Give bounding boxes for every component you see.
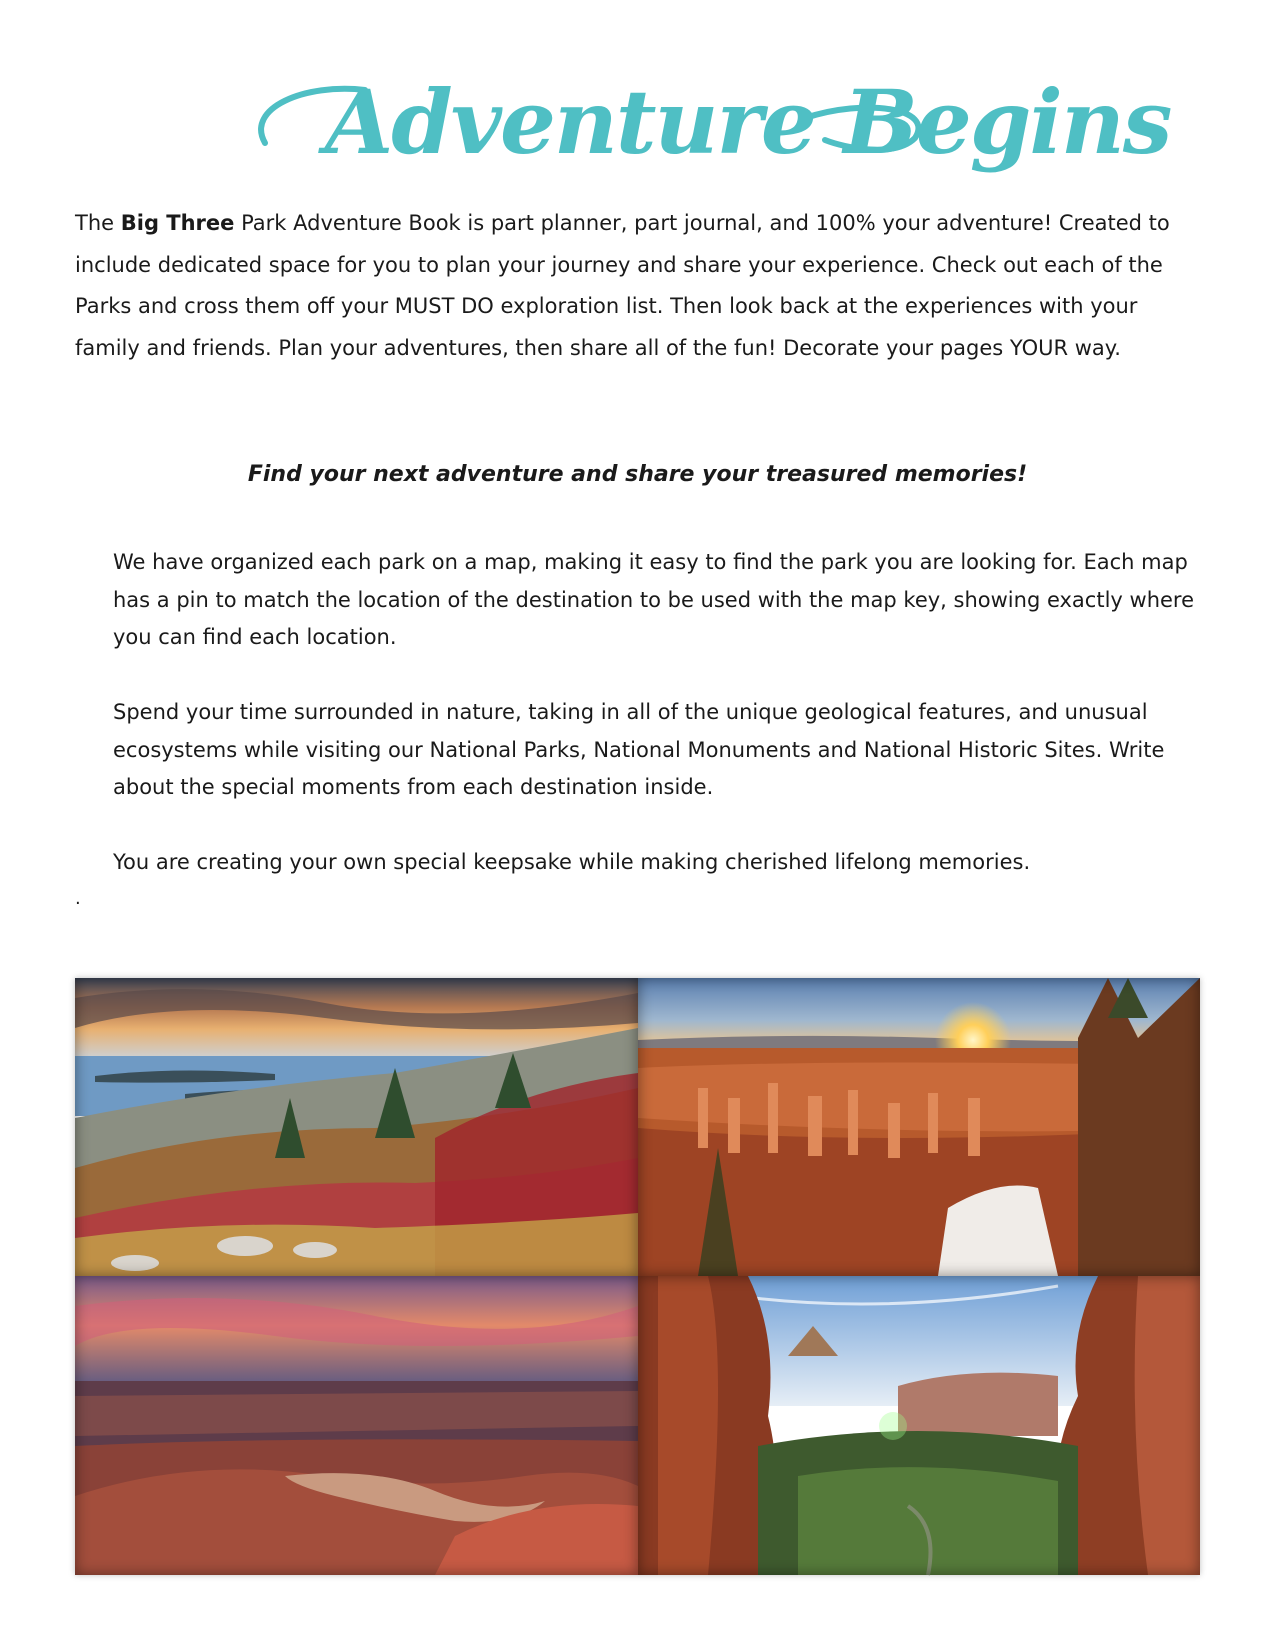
page-title: Adventure Begins [325, 70, 1171, 174]
red-cliff-canyon-photo [638, 1276, 1200, 1575]
paragraph-nature: Spend your time surrounded in nature, taking in all of the unique geological features, and unusual ecosystems while visiting our National Parks, National Monuments and National Historic Sites. Write about the special moments from each destination inside. [113, 700, 1165, 799]
title-lettering [245, 48, 1171, 188]
coastal-mountain-sunset-photo [75, 978, 638, 1276]
hoodoo-canyon-sunrise-photo [638, 978, 1200, 1276]
paragraph-keepsake: You are creating your own special keepsake while making cherished lifelong memories. [113, 850, 1031, 874]
river-canyon-overlook-photo [75, 1276, 638, 1575]
title-svg [245, 48, 1171, 188]
stray-mark: . [75, 888, 81, 909]
tagline: Find your next adventure and share your treasured memories! [247, 462, 1028, 487]
intro-text: Park Adventure Book is part planner, part journal, and 100% your adventure! Created to include dedicated space for you to plan your journey and share your experience. Check out each of the Parks and cross them off your MUST DO exploration list. Then look back at the experiences with your family and friends. Plan your adventures, then share all of the fun! Decorate your pages YOUR way. [75, 211, 1170, 360]
intro-lead: The [75, 211, 121, 235]
book-name: Big Three [120, 211, 235, 235]
paragraph-maps: We have organized each park on a map, making it easy to find the park you are looking for. Each map has a pin to match the location of the destination to be used with the map key, showing exactly where you can find each location. [113, 550, 1195, 649]
intro-paragraph [75, 203, 1205, 369]
photo-grid [75, 978, 1200, 1575]
